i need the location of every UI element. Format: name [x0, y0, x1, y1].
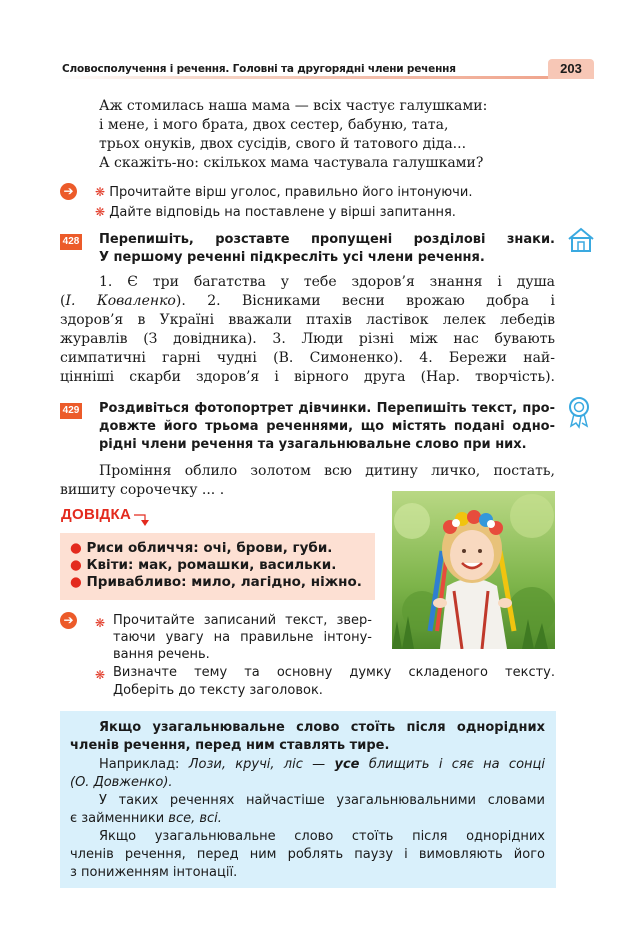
example-source: (О. Довженко).	[70, 775, 173, 790]
exercise-text-line: вишиту сорочечку ... .	[60, 482, 225, 498]
bullet-icon: ●	[70, 557, 82, 573]
asterisk-icon: ❋	[95, 616, 106, 630]
header-band	[60, 76, 594, 79]
asterisk-icon: ❋	[95, 205, 106, 219]
home-icon[interactable]	[566, 226, 596, 254]
task-item	[95, 183, 472, 202]
task-text: Доберіть до тексту заголовок.	[113, 683, 323, 698]
task-text: Дайте відповідь на поставлене у вірші запитання.	[109, 205, 456, 220]
example-text: Лози, кручі, ліс —	[188, 757, 326, 772]
exercise-text-line: здоров’я в Україні вважали птахів ластівок лелек лебедів	[60, 312, 555, 328]
hint-item	[70, 574, 362, 590]
exercise-text-line: Проміння облило золотом всю дитину личко, постать,	[99, 463, 555, 479]
exercise-instruction: Перепишіть, розставте пропущені розділові знаки.	[99, 232, 555, 247]
exercise-number-badge: 429	[60, 403, 82, 419]
rule-text: є займенники	[70, 811, 165, 826]
exercise-instruction: довжте його трьома реченнями, що містять подані одно-	[99, 419, 555, 434]
poem-line: і мене, і мого брата, двох сестер, бабуню, тата,	[99, 117, 449, 133]
exercise-text-line: журавлів (З довідника). 3. Люди різні між нас бувають	[60, 331, 555, 347]
rule-paragraph: Якщо узагальнювальне слово стоїть після однорідних	[99, 829, 545, 844]
poem-line: А скажіть-но: скількох мама частувала галушками?	[99, 155, 484, 171]
rule-bold-line: членів речення, перед ним ставлять тире.	[70, 738, 390, 753]
example-text: блищить і сяє на сонці	[368, 757, 545, 772]
medal-icon[interactable]	[566, 395, 592, 429]
exercise-text-line: 1. Є три багатства у тебе здоров’я знання і душа	[99, 274, 555, 290]
rule-example	[99, 756, 545, 774]
example-label: Наприклад:	[99, 757, 180, 772]
task-text: таючи увагу на правильне інтону-	[113, 630, 372, 645]
exercise-text-line: цінніші скарби здоров’я і вірного друга (Нар. творчість).	[60, 369, 555, 385]
exercise-number-badge: 428	[60, 234, 82, 250]
asterisk-icon: ❋	[95, 668, 106, 682]
poem-line: Аж стомилась наша мама — всіх частує галушками:	[99, 98, 488, 114]
girl-portrait-photo	[392, 491, 555, 649]
rule-paragraph: У таких реченнях найчастіше узагальнювальними словами	[99, 793, 545, 808]
exercise-text-line: симпатичні гарні чудні (В. Симоненко). 4. Бережи най-	[60, 350, 555, 366]
rule-paragraph	[70, 810, 222, 828]
task-arrow-icon: ➔	[60, 612, 77, 629]
rule-paragraph: з пониженням інтонації.	[70, 865, 238, 880]
poem-line: трьох онуків, двох сусідів, свого й татового діда...	[99, 136, 467, 152]
task-arrow-icon: ➔	[60, 183, 77, 200]
hint-item-text: Риси обличчя: очі, брови, губи.	[86, 540, 333, 556]
asterisk-icon: ❋	[95, 185, 106, 199]
bullet-icon: ●	[70, 574, 82, 590]
source-author: І. Коваленко	[65, 293, 176, 309]
hint-item	[70, 557, 336, 573]
hint-item-text: Привабливо: мило, лагідно, ніжно.	[86, 574, 362, 590]
task-text: Прочитайте записаний текст, звер-	[113, 613, 372, 628]
task-text: Визначте тему та основну думку складеного тексту.	[113, 665, 555, 680]
rule-text-italic: все, всі.	[168, 811, 222, 826]
hint-title: ДОВІДКА	[61, 506, 132, 523]
exercise-text-line: (І. Коваленко). 2. Вісниками весни врожаю добра і	[60, 293, 555, 309]
exercise-instruction: Роздивіться фотопортрет дівчинки. Перепишіть текст, про-	[99, 401, 555, 416]
task-text: вання речень.	[113, 647, 210, 662]
rule-bold-line: Якщо узагальнювальне слово стоїть після однорідних	[99, 720, 545, 735]
task-text: Прочитайте вірш уголос, правильно його інтонуючи.	[109, 185, 473, 200]
page-number: 203	[548, 59, 594, 79]
rule-paragraph: членів речення, перед ним роблять паузу і вимовляють його	[70, 847, 545, 862]
exercise-instruction: рідні члени речення та узагальнювальне слово при них.	[99, 437, 527, 452]
running-header: Словосполучення і речення. Головні та другорядні члени речення	[62, 63, 456, 75]
hint-item	[70, 540, 332, 556]
exercise-instruction: У першому реченні підкресліть усі члени речення.	[99, 250, 485, 265]
task-item	[95, 203, 456, 222]
arrow-down-icon	[133, 512, 151, 526]
hint-item-text: Квіти: мак, ромашки, васильки.	[86, 557, 337, 573]
bullet-icon: ●	[70, 540, 82, 556]
example-generalizing-word: усе	[334, 757, 360, 772]
